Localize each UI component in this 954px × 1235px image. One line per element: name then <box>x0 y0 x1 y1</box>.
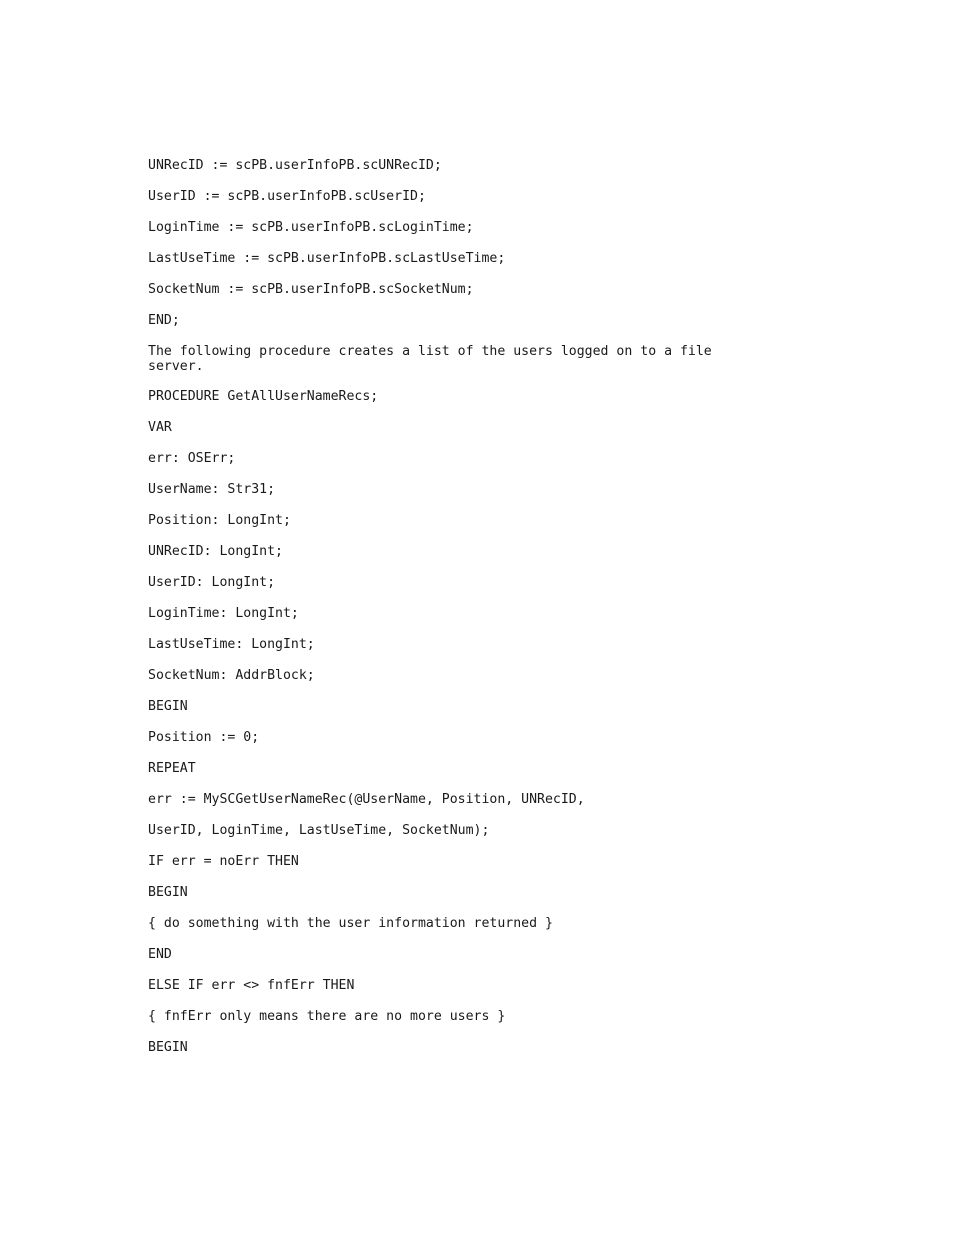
code-line: SocketNum := scPB.userInfoPB.scSocketNum; <box>148 282 474 297</box>
code-line: { do something with the user information returned } <box>148 916 553 931</box>
code-line: UserID, LoginTime, LastUseTime, SocketNum); <box>148 823 490 838</box>
description-paragraph: The following procedure creates a list of the users logged on to a file server. <box>148 344 712 374</box>
code-line: UserID := scPB.userInfoPB.scUserID; <box>148 189 426 204</box>
code-line: { fnfErr only means there are no more users } <box>148 1009 506 1024</box>
code-line: UserName: Str31; <box>148 482 276 497</box>
code-line: UNRecID: LongInt; <box>148 544 283 559</box>
code-line: END <box>148 947 172 962</box>
code-line: SocketNum: AddrBlock; <box>148 668 315 683</box>
code-line: BEGIN <box>148 885 188 900</box>
code-line: err: OSErr; <box>148 451 236 466</box>
code-line: BEGIN <box>148 1040 188 1055</box>
code-line: Position := 0; <box>148 730 260 745</box>
code-line: PROCEDURE GetAllUserNameRecs; <box>148 389 379 404</box>
code-line: END; <box>148 313 180 328</box>
code-line: LoginTime: LongInt; <box>148 606 299 621</box>
code-line: IF err = noErr THEN <box>148 854 299 869</box>
code-line: REPEAT <box>148 761 196 776</box>
code-listing <box>148 158 768 1071</box>
code-line: Position: LongInt; <box>148 513 291 528</box>
code-line: LoginTime := scPB.userInfoPB.scLoginTime; <box>148 220 474 235</box>
code-line: VAR <box>148 420 172 435</box>
code-line: ELSE IF err <> fnfErr THEN <box>148 978 355 993</box>
code-line: UNRecID := scPB.userInfoPB.scUNRecID; <box>148 158 442 173</box>
code-line: LastUseTime: LongInt; <box>148 637 315 652</box>
code-line: err := MySCGetUserNameRec(@UserName, Position, UNRecID, <box>148 792 585 807</box>
code-line: UserID: LongInt; <box>148 575 276 590</box>
code-line: BEGIN <box>148 699 188 714</box>
code-line: LastUseTime := scPB.userInfoPB.scLastUseTime; <box>148 251 506 266</box>
